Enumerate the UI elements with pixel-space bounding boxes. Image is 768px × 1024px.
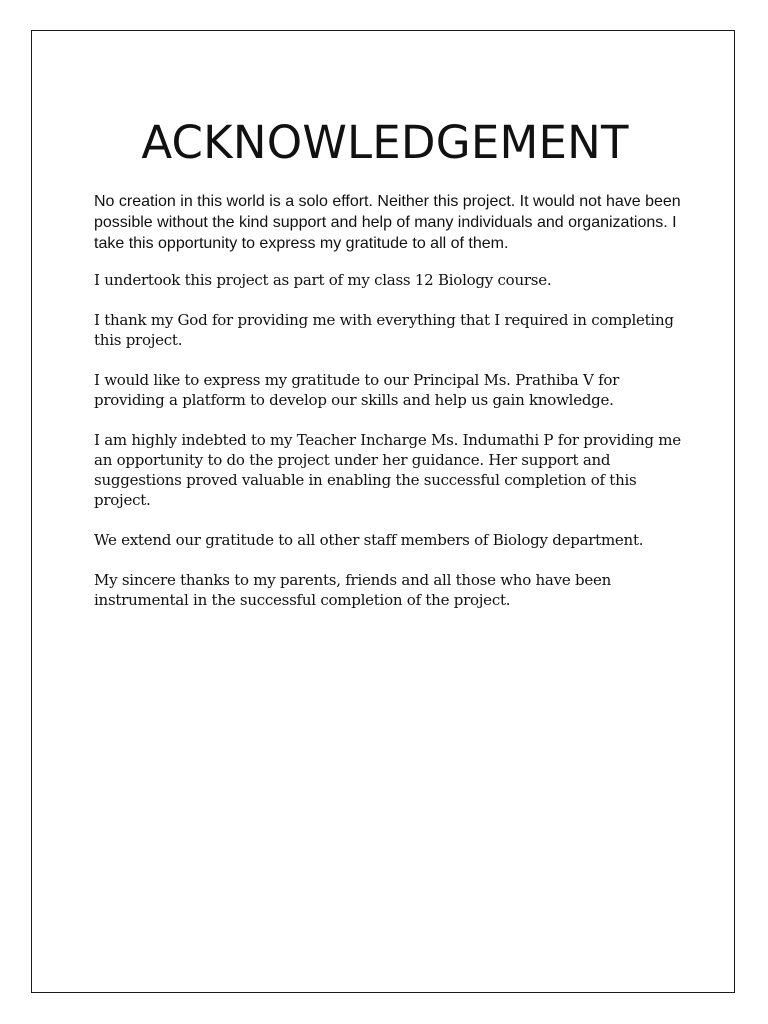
document-body [94,191,684,630]
paragraph-teacher: I am highly indebted to my Teacher Incharge Ms. Indumathi P for providing me an opportunity to do the project under her guidance. Her support and suggestions proved valuable in enabling the successful completion of this project. [94,431,681,509]
paragraph-god: I thank my God for providing me with everything that I required in completing this project. [94,311,674,349]
paragraph-course: I undertook this project as part of my class 12 Biology course. [94,271,552,289]
document-page [31,30,735,993]
paragraph-parents: My sincere thanks to my parents, friends and all those who have been instrumental in the successful completion of the project. [94,571,612,609]
paragraph-staff: We extend our gratitude to all other staff members of Biology department. [94,531,644,549]
page-title: ACKNOWLEDGEMENT [141,116,629,169]
intro-paragraph: No creation in this world is a solo effort. Neither this project. It would not have been possible without the kind support and help of many individuals and organizations. I take this opportunity to express my gratitude to all of them. [94,193,681,252]
paragraph-principal: I would like to express my gratitude to our Principal Ms. Prathiba V for providing a platform to develop our skills and help us gain knowledge. [94,371,620,409]
